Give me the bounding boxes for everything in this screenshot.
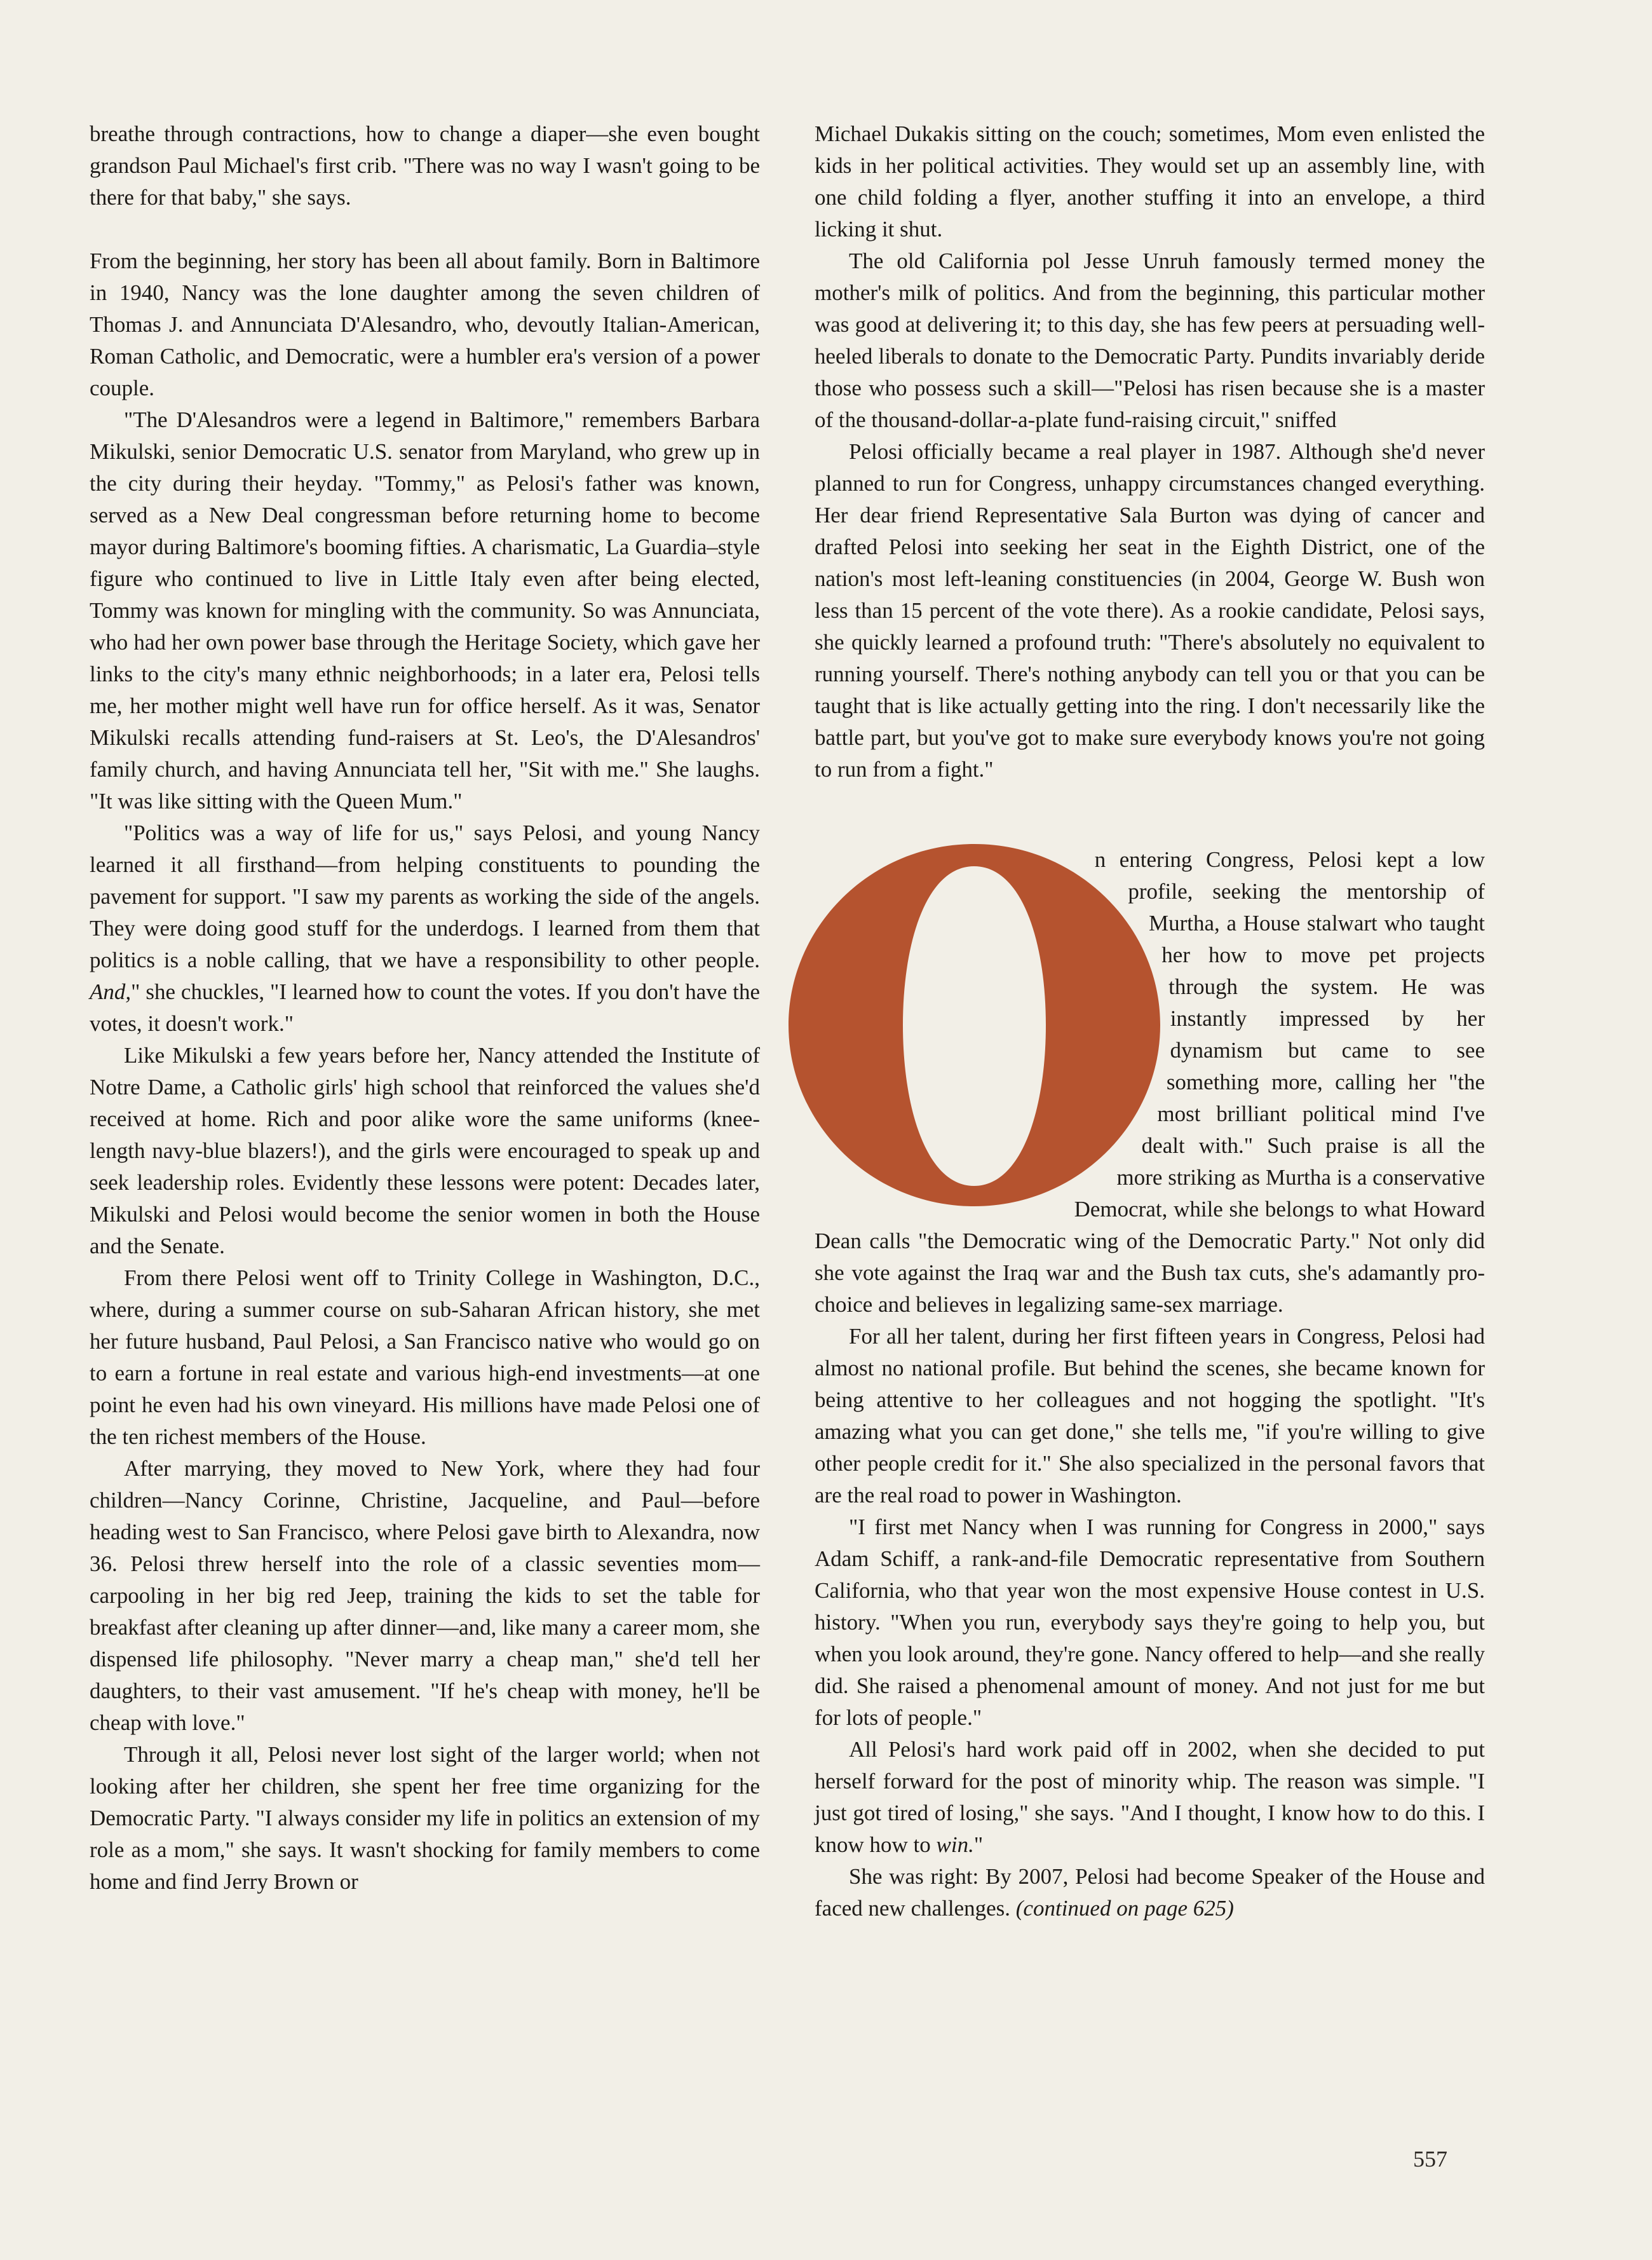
paragraph-text: Pelosi officially became a real player in 1987. Although she'd never planned to run for Congress, unhappy circumstances changed everything. Her dear friend Representative Sala Burton was dying of cancer and drafted Pelosi into seeking her seat in the Eighth District, one of the nation's most left-leaning constituencies (in 2004, George W. Bush won less than 15 percent of the vote there). As a rookie candidate, Pelosi says, she quickly learned a profound truth: "There's absolutely no equivalent to running yourself. There's nothing anybody can tell you or that you can be taught that is like actually getting into the ring. I don't necessarily like the battle part, but you've got to make sure everybody knows you're not going to run from a fight."	[815, 439, 1485, 782]
paragraph	[90, 817, 760, 1040]
emphasis-text: win.	[936, 1832, 974, 1857]
paragraph-text: She was right: By 2007, Pelosi had become Speaker of the House and faced new challenges.	[815, 1864, 1485, 1921]
paragraph: After marrying, they moved to New York, where they had four children—Nancy Corinne, Christine, Jacqueline, and Paul—before heading west to San Francisco, where Pelosi gave birth to Alexandra, now 36. Pelosi threw herself into the role of a classic seventies mom—carpooling in her big red Jeep, training the kids to set the table for breakfast after cleaning up after dinner—and, like many a career mom, she dispensed life philosophy. "Never marry a cheap man," she'd tell her daughters, to their vast amusement. "If he's cheap with money, he'll be cheap with love."	[90, 1456, 760, 1735]
paragraph	[815, 436, 1485, 786]
drop-cap-section	[815, 844, 1485, 1321]
paragraph: The old California pol Jesse Unruh famously termed money the mother's milk of politics. And from the beginning, this particular mother was good at delivering it; to this day, she has few peers at persuading well-heeled liberals to donate to the Democratic Party. Pundits invariably deride those who possess such a skill—"Pelosi has risen because she is a master of the thousand-dollar-a-plate fund-raising circuit," sniffed	[815, 248, 1485, 432]
paragraph: From the beginning, her story has been all about family. Born in Baltimore in 1940, Nancy was the lone daughter among the seven children of Thomas J. and Annunciata D'Alesandro, who, devoutly Italian-American, Roman Catholic, and Democratic, were a humbler era's version of a power couple.	[90, 248, 760, 400]
drop-cap-o	[779, 838, 1170, 1213]
left-column	[90, 118, 760, 1898]
paragraph	[815, 1861, 1485, 1924]
paragraph-text: "Politics was a way of life for us," says Pelosi, and young Nancy learned it all firsthand—from helping constituents to pounding the pavement for support. "I saw my parents as working the side of the angels. They were doing good stuff for the underdogs. I learned from them that politics is a noble calling, that we have a responsibility to other people.	[90, 820, 760, 972]
paragraph: Through it all, Pelosi never lost sight of the larger world; when not looking after her children, she spent her free time organizing for the Democratic Party. "I always consider my life in politics an extension of my role as a mom," she says. It wasn't shocking for family members to come home and find Jerry Brown or	[90, 1742, 760, 1894]
paragraph: n entering Congress, Pelosi kept a low profile, seeking the mentorship of Murtha, a House stalwart who taught her how to move pet projects through the system. He was instantly impressed by her dynamism but came to see something more, calling her "the most brilliant political mind I've dealt with." Such praise is all the more striking as Murtha is a conservative Democrat, while she belongs to what Howard Dean calls "the Democratic wing of the Democratic Party." Not only did she vote against the Iraq war and the Bush tax cuts, she's adamantly pro-choice and believes in legalizing same-sex marriage.	[815, 847, 1485, 1317]
paragraph-text: All Pelosi's hard work paid off in 2002, when she decided to put herself forward for the post of minority whip. The reason was simple. "I just got tired of losing," she says. "And I thought, I know how to do this. I know how to	[815, 1737, 1485, 1857]
right-column	[815, 118, 1485, 1924]
paragraph-text: " she chuckles, "I learned how to count the votes. If you don't have the votes, it doesn't work."	[90, 979, 760, 1036]
paragraph: For all her talent, during her first fifteen years in Congress, Pelosi had almost no national profile. But behind the scenes, she became known for being attentive to her colleagues and not hogging the spotlight. "It's amazing what you can get done," she tells me, "if you're willing to give other people credit for it." She also specialized in the personal favors that are the real road to power in Washington.	[815, 1324, 1485, 1508]
drop-cap-glyph	[789, 844, 1160, 1206]
drop-cap-letter	[779, 838, 1170, 1213]
paragraph: breathe through contractions, how to change a diaper—she even bought grandson Paul Michael's first crib. "There was no way I wasn't going to be there for that baby," she says.	[90, 121, 760, 210]
paragraph: From there Pelosi went off to Trinity College in Washington, D.C., where, during a summer course on sub-Saharan African history, she met her future husband, Paul Pelosi, a San Francisco native who would go on to earn a fortune in real estate and various high-end investments—at one point he even had his own vineyard. His millions have made Pelosi one of the ten richest members of the House.	[90, 1265, 760, 1449]
paragraph: "The D'Alesandros were a legend in Baltimore," remembers Barbara Mikulski, senior Democratic U.S. senator from Maryland, who grew up in the city during their heyday. "Tommy," as Pelosi's father was known, served as a New Deal congressman before returning home to become mayor during Baltimore's booming fifties. A charismatic, La Guardia–style figure who continued to live in Little Italy even after being elected, Tommy was known for mingling with the community. So was Annunciata, who had her own power base through the Heritage Society, which gave her links to the city's many ethnic neighborhoods; in a later era, Pelosi tells me, her mother might well have run for office herself. As it was, Senator Mikulski recalls attending fund-raisers at St. Leo's, the D'Alesandros' family church, and having Annunciata tell her, "Sit with me." She laughs. "It was like sitting with the Queen Mum."	[90, 407, 760, 813]
paragraph-text: "	[973, 1832, 984, 1857]
paragraph	[815, 1734, 1485, 1861]
paragraph: Like Mikulski a few years before her, Nancy attended the Institute of Notre Dame, a Catholic girls' high school that reinforced the values she'd received at home. Rich and poor alike wore the same uniforms (knee-length navy-blue blazers!), and the girls were encouraged to speak up and seek leadership roles. Evidently these lessons were potent: Decades later, Mikulski and Pelosi would become the senior women in both the House and the Senate.	[90, 1043, 760, 1258]
page-number: 557	[1413, 2146, 1447, 2172]
emphasis-text: And,	[90, 979, 132, 1004]
continuation-note: (continued on page 625)	[1015, 1896, 1234, 1921]
paragraph: Michael Dukakis sitting on the couch; sometimes, Mom even enlisted the kids in her political activities. They would set up an assembly line, with one child folding a flyer, another stuffing it into an envelope, a third licking it shut.	[815, 121, 1485, 242]
paragraph: "I first met Nancy when I was running for Congress in 2000," says Adam Schiff, a rank-and-file Democratic representative from Southern California, who that year won the most expensive House contest in U.S. history. "When you run, everybody says they're going to help you, but when you look around, they're gone. Nancy offered to help—and she really did. She raised a phenomenal amount of money. And not just for me but for lots of people."	[815, 1515, 1485, 1730]
